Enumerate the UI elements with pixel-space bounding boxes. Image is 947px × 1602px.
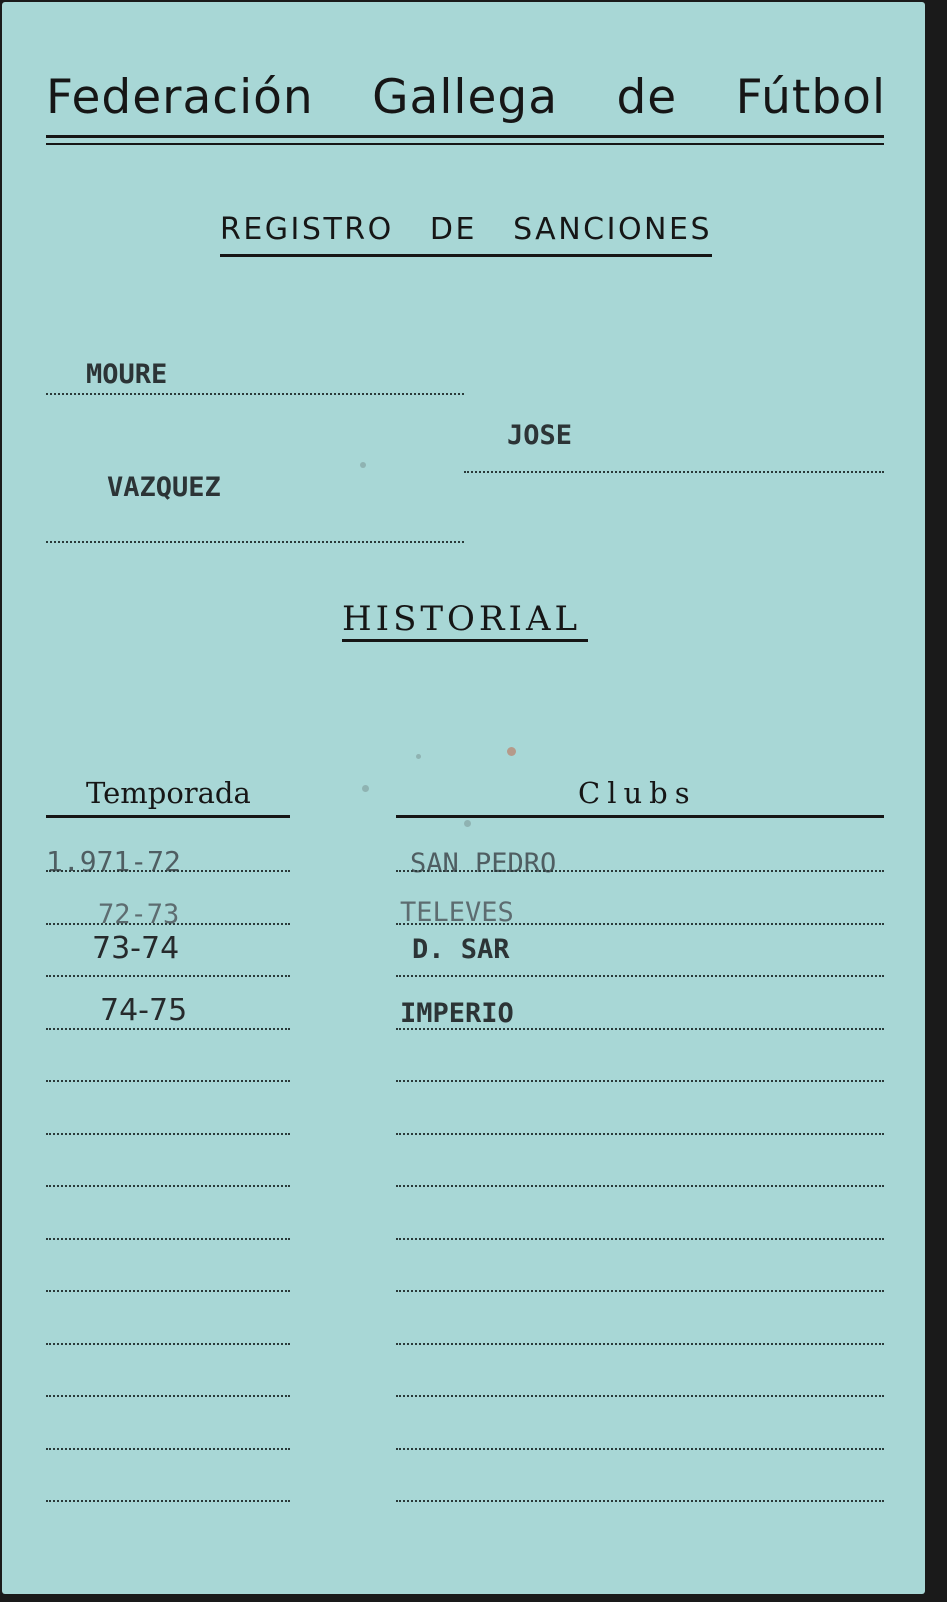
surname1-value: MOURE [86, 359, 168, 390]
club-entry: TELEVES [400, 897, 514, 928]
paper-speck [362, 785, 369, 792]
season-entry: 72-73 [98, 899, 180, 930]
club-column-rule [396, 815, 884, 818]
title-underline [46, 135, 884, 138]
given-name-field-line [464, 471, 884, 473]
registry-subtitle: REGISTRO DE SANCIONES [220, 212, 712, 247]
registration-card [2, 2, 925, 1594]
given-name-value: JOSE [507, 420, 573, 451]
season-row-line [46, 870, 290, 872]
season-row-line [46, 923, 290, 925]
season-row-line [46, 1028, 290, 1030]
season-entry: 73-74 [92, 931, 180, 966]
historial-underline [342, 639, 588, 642]
season-entry: 1.971-72 [46, 845, 181, 878]
season-row-line [46, 1500, 290, 1502]
surname2-field-line [46, 541, 464, 543]
surname2-value: VAZQUEZ [107, 472, 221, 503]
season-row-line [46, 1343, 290, 1345]
club-row-line [396, 1448, 884, 1450]
season-row-line [46, 1185, 290, 1187]
club-column-header: Clubs [578, 776, 697, 810]
club-entry: D. SAR [412, 934, 510, 965]
club-row-line [396, 1133, 884, 1135]
season-row-line [46, 1290, 290, 1292]
season-entry: 74-75 [100, 993, 188, 1028]
paper-speck [507, 747, 516, 756]
club-entry: SAN PEDRO [410, 848, 557, 879]
club-row-line [396, 1080, 884, 1082]
season-row-line [46, 1448, 290, 1450]
paper-speck [464, 820, 471, 827]
season-row-line [46, 1395, 290, 1397]
season-row-line [46, 1080, 290, 1082]
club-row-line [396, 1500, 884, 1502]
historial-title: HISTORIAL [342, 599, 582, 639]
club-row-line [396, 1290, 884, 1292]
club-row-line [396, 1343, 884, 1345]
club-row-line [396, 975, 884, 977]
federation-title: Federación Gallega de Fútbol [46, 70, 886, 125]
subtitle-underline [220, 254, 712, 257]
surname1-field-line [46, 393, 464, 395]
paper-speck [360, 462, 366, 468]
club-row-line [396, 1238, 884, 1240]
season-column-rule [46, 815, 290, 818]
season-row-line [46, 1133, 290, 1135]
club-row-line [396, 870, 884, 872]
paper-speck [416, 754, 421, 759]
season-column-header: Temporada [86, 776, 251, 810]
season-row-line [46, 1238, 290, 1240]
season-row-line [46, 975, 290, 977]
club-row-line [396, 1395, 884, 1397]
club-entry: IMPERIO [400, 998, 514, 1029]
club-row-line [396, 1028, 884, 1030]
title-underline-thin [46, 143, 884, 145]
club-row-line [396, 1185, 884, 1187]
club-row-line [396, 923, 884, 925]
